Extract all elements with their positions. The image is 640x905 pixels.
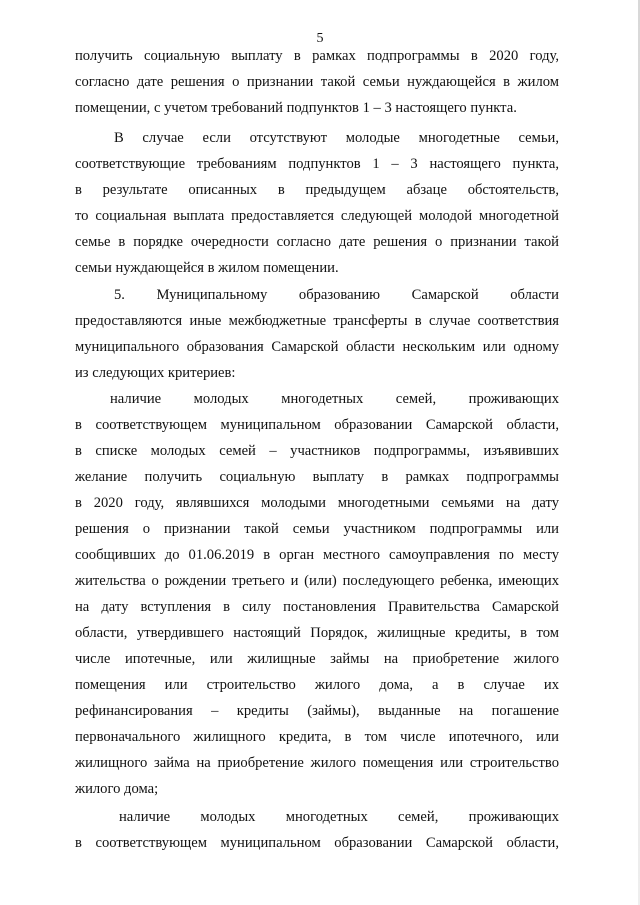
text-line: в соответствующем муниципальном образовании Самарской области, (75, 835, 559, 851)
text-line: жилого дома; (75, 781, 159, 797)
text-line: на дату вступления в силу постановления Правительства Самарской (75, 599, 559, 615)
text-line: В случае если отсутствуют молодые многодетные семьи, (114, 130, 559, 146)
text-line: предоставляются иные межбюджетные трансферты в случае соответствия (75, 313, 559, 329)
text-line: решения о признании такой семьи участником подпрограммы или (75, 521, 559, 537)
text-line: семьи нуждающейся в жилом помещении. (75, 260, 339, 276)
text-line: жилищного займа на приобретение жилого помещения или строительство (75, 755, 559, 771)
text-line: сообщивших до 01.06.2019 в орган местного самоуправления по месту (75, 547, 559, 563)
text-line: получить социальную выплату в рамках подпрограммы в 2020 году, (75, 48, 559, 64)
text-line: в соответствующем муниципальном образовании Самарской области, (75, 417, 559, 433)
text-line: муниципального образования Самарской области нескольким или одному (75, 339, 559, 355)
text-line: жительства о рождении третьего и (или) последующего ребенка, имеющих (75, 573, 559, 589)
text-line: желание получить социальную выплату в рамках подпрограммы (75, 469, 559, 485)
text-line: наличие молодых многодетных семей, проживающих (119, 809, 559, 825)
text-line: семье в порядке очередности согласно дате решения о признании такой (75, 234, 559, 250)
text-line: из следующих критериев: (75, 365, 236, 381)
text-line: в результате описанных в предыдущем абзаце обстоятельств, (75, 182, 559, 198)
text-line: в списке молодых семей – участников подпрограммы, изъявивших (75, 443, 559, 459)
text-line: наличие молодых многодетных семей, проживающих (110, 391, 559, 407)
text-line: помещении, с учетом требований подпунктов 1 – 3 настоящего пункта. (75, 100, 517, 116)
text-line: области, утвердившего настоящий Порядок, жилищные кредиты, в том (75, 625, 559, 641)
text-line: помещения или строительство жилого дома, а в случае их (75, 677, 559, 693)
text-line: 5. Муниципальному образованию Самарской области (114, 287, 559, 303)
text-line: то социальная выплата предоставляется следующей молодой многодетной (75, 208, 559, 224)
text-line: в 2020 году, являвшихся молодыми многодетными семьями на дату (75, 495, 559, 511)
text-line: числе ипотечные, или жилищные займы на приобретение жилого (75, 651, 559, 667)
text-line: первоначального жилищного кредита, в том числе ипотечного, или (75, 729, 559, 745)
page-number: 5 (316, 31, 324, 46)
text-line: согласно дате решения о признании такой семьи нуждающейся в жилом (75, 74, 559, 90)
text-line: рефинансирования – кредиты (займы), выданные на погашение (75, 703, 559, 719)
text-line: соответствующие требованиям подпунктов 1 – 3 настоящего пункта, (75, 156, 559, 172)
